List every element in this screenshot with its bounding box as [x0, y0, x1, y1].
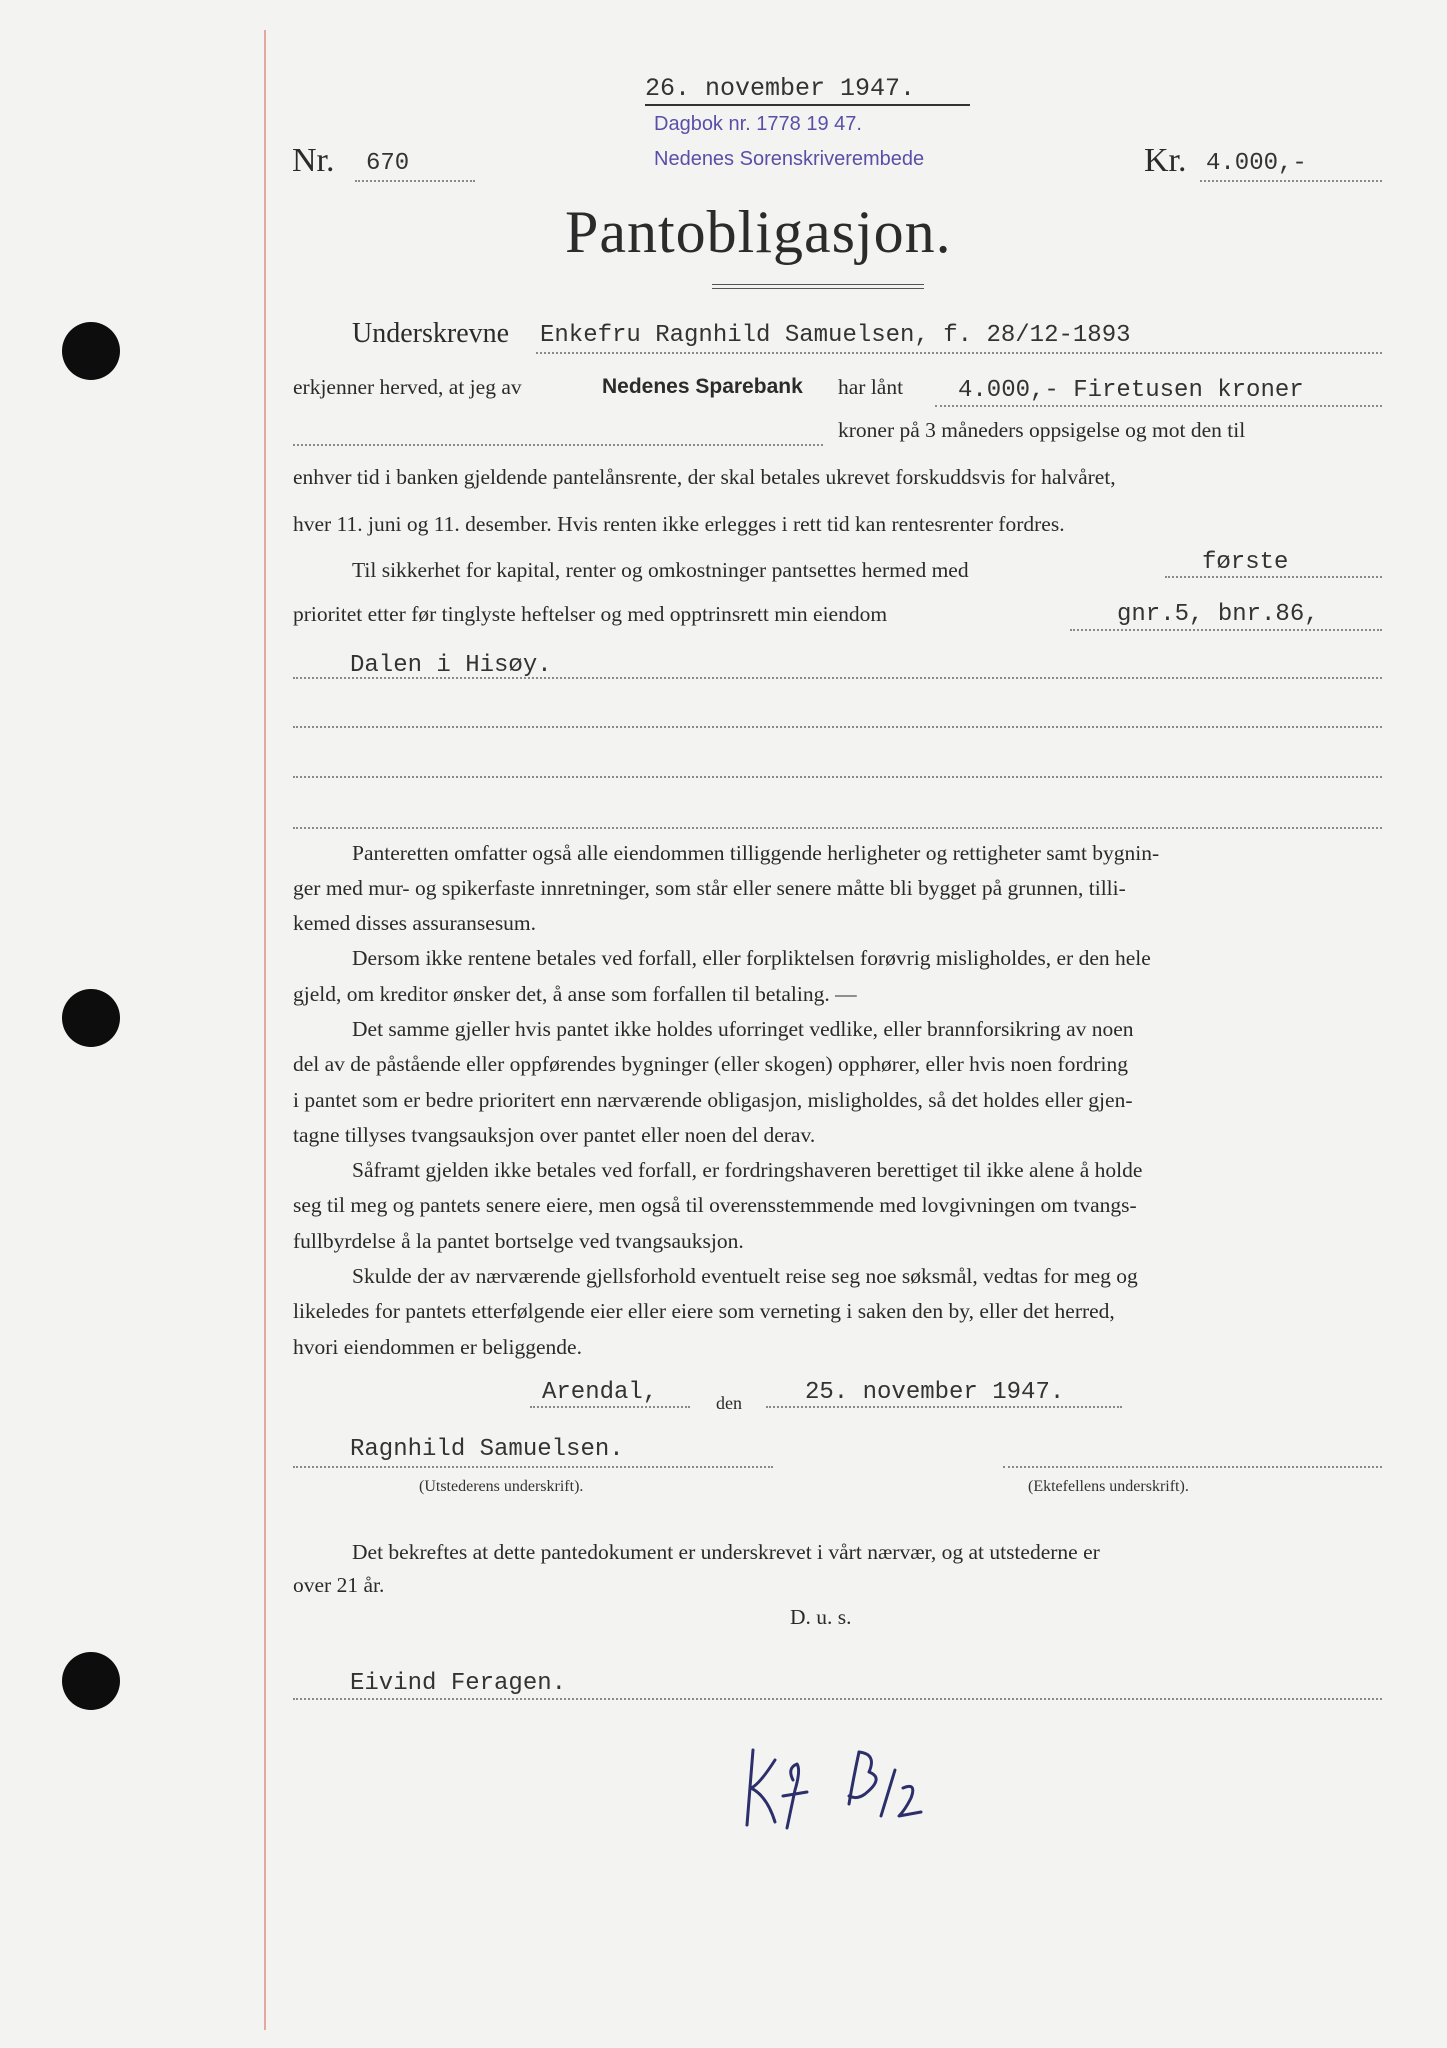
signing-date-dotted-line: [766, 1406, 1122, 1408]
punch-hole: [62, 989, 120, 1047]
paragraph-line: ger med mur- og spikerfaste innretninger, som står eller senere måtte bli bygget på grunnen, tilli-: [293, 876, 1126, 900]
kroner-terms-text: kroner på 3 måneders oppsigelse og mot den til: [838, 418, 1246, 442]
paragraph-line: tagne tillyses tvangsauksjon over pantet eller noen del derav.: [293, 1123, 816, 1147]
property-name-value: Dalen i Hisøy.: [350, 652, 552, 679]
erkjenner-text: erkjenner herved, at jeg av: [293, 375, 522, 399]
record-date: 26. november 1947.: [645, 74, 916, 103]
witness-signature-line: [293, 1698, 1382, 1700]
witness-signature: Eivind Feragen.: [350, 1670, 567, 1697]
spouse-caption: (Ektefellens underskrift).: [1028, 1478, 1189, 1495]
paragraph-line: Såframt gjelden ikke betales ved forfall, er fordringshaveren berettiget til ikke alene å holde: [352, 1158, 1143, 1182]
loan-continuation-dotted-line: [293, 444, 823, 446]
handwritten-initials: [735, 1730, 955, 1840]
issuer-signature-line: [293, 1466, 773, 1468]
priority-value: første: [1202, 549, 1289, 576]
property-id-value: gnr.5, bnr.86,: [1117, 601, 1319, 628]
loan-dotted-line: [935, 405, 1382, 407]
rente-text: enhver tid i banken gjeldende pantelånsrente, der skal betales ukrevet forskuddsvis for halvåret,: [293, 465, 1116, 489]
blank-dotted-line: [293, 726, 1382, 728]
spouse-signature-line: [1003, 1466, 1382, 1468]
paragraph-line: del av de påstående eller oppførendes bygninger (eller skogen) opphører, eller hvis noen fordring: [293, 1052, 1128, 1076]
juni-text: hver 11. juni og 11. desember. Hvis renten ikke erlegges i rett tid kan rentesrenter fordres.: [293, 512, 1065, 536]
paragraph-line: Panteretten omfatter også alle eiendommen tilliggende herligheter og rettigheter samt bygnin-: [352, 841, 1160, 865]
bank-name: Nedenes Sparebank: [602, 375, 803, 398]
date-underline: [645, 104, 970, 106]
undersign-label: Underskrevne: [352, 318, 510, 349]
kr-label: Kr.: [1144, 142, 1187, 179]
issuer-signature: Ragnhild Samuelsen.: [350, 1436, 624, 1463]
punch-hole: [62, 1652, 120, 1710]
paragraph-line: kemed disses assuransesum.: [293, 911, 537, 935]
paragraph-line: fullbyrdelse å la pantet bortselge ved tvangsauksjon.: [293, 1229, 744, 1253]
signing-place: Arendal,: [542, 1379, 658, 1406]
stamp-journal-number: Dagbok nr. 1778 19 47.: [654, 113, 862, 135]
signing-date: 25. november 1947.: [805, 1379, 1065, 1406]
property-id-dotted-line: [1070, 629, 1382, 631]
svg-text:Kfr B/2: Kfr B/2: [735, 1838, 739, 1839]
witness-text: over 21 år.: [293, 1573, 385, 1597]
paragraph-line: Skulde der av nærværende gjellsforhold eventuelt reise seg noe søksmål, vedtas for meg og: [352, 1264, 1138, 1288]
red-margin-line: [264, 30, 266, 2030]
issuer-caption: (Utstederens underskrift).: [419, 1478, 584, 1495]
paragraph-line: i pantet som er bedre prioritert enn nærværende obligasjon, misligholdes, så det holdes eller gjen-: [293, 1088, 1133, 1112]
witness-text: Det bekreftes at dette pantedokument er underskrevet i vårt nærvær, og at utstederne er: [352, 1540, 1100, 1564]
place-dotted-line: [530, 1406, 690, 1408]
sikkerhet-text: Til sikkerhet for kapital, renter og omkostninger pantsettes hermed med: [352, 558, 969, 582]
paragraph-line: Dersom ikke rentene betales ved forfall, eller forpliktelsen forøvrig misligholdes, er den hele: [352, 946, 1151, 970]
kr-value: 4.000,-: [1206, 150, 1307, 177]
undersign-value: Enkefru Ragnhild Samuelsen, f. 28/12-1893: [540, 322, 1131, 349]
undersign-dotted-line: [536, 352, 1382, 354]
paragraph-line: hvori eiendommen er beliggende.: [293, 1335, 582, 1359]
property-dotted-line: [293, 677, 1382, 679]
blank-dotted-line: [293, 827, 1382, 829]
dus-text: D. u. s.: [790, 1605, 852, 1629]
paragraph-line: likeledes for pantets etterfølgende eier eller eiere som verneting i saken den by, eller det herred,: [293, 1299, 1115, 1323]
stamp-office-name: Nedenes Sorenskriverembede: [654, 148, 925, 170]
document-title: Pantobligasjon.: [565, 199, 952, 265]
nr-label: Nr.: [292, 142, 335, 179]
paragraph-line: gjeld, om kreditor ønsker det, å anse som forfallen til betaling. —: [293, 982, 857, 1006]
paragraph-line: Det samme gjeller hvis pantet ikke holdes uforringet vedlike, eller brannforsikring av noen: [352, 1017, 1134, 1041]
nr-value: 670: [366, 150, 410, 177]
kr-dotted-line: [1200, 180, 1382, 182]
punch-hole: [62, 322, 120, 380]
title-rule: [712, 284, 924, 289]
loan-amount-value: 4.000,- Firetusen kroner: [958, 377, 1304, 404]
har-lant-text: har lånt: [838, 375, 904, 399]
paragraph-line: seg til meg og pantets senere eiere, men også til overensstemmende med lovgivningen om tvangs-: [293, 1193, 1137, 1217]
den-label: den: [716, 1393, 742, 1413]
nr-dotted-line: [355, 180, 475, 182]
priority-dotted-line: [1165, 576, 1382, 578]
prioritet-text: prioritet etter før tinglyste heftelser og med opptrinsrett min eiendom: [293, 602, 888, 626]
blank-dotted-line: [293, 776, 1382, 778]
